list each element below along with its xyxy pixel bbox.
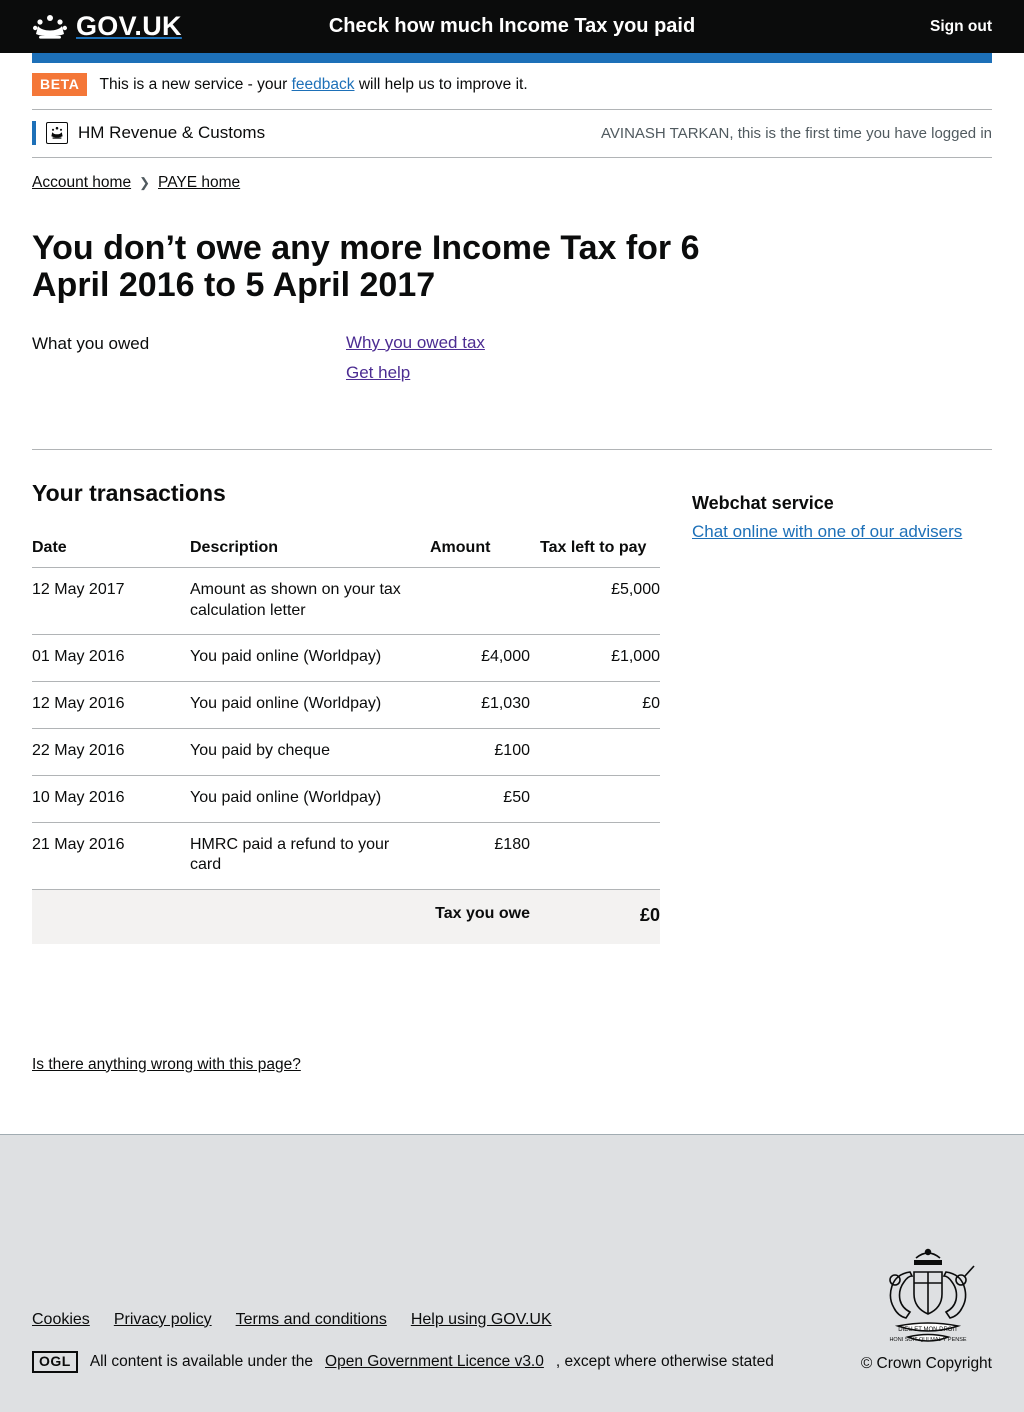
summary-links-row	[32, 333, 992, 393]
cell-description: Amount as shown on your tax calculation letter	[190, 567, 430, 635]
table-head	[32, 531, 660, 568]
breadcrumb	[32, 158, 992, 192]
breadcrumb-item-account-home[interactable]: Account home	[32, 174, 132, 191]
cell-amount: £180	[430, 822, 540, 890]
total-value: £0	[540, 890, 660, 944]
cell-date: 21 May 2016	[32, 822, 190, 890]
phase-text-after: will help us to improve it.	[358, 75, 528, 93]
footer-link-terms-and-conditions[interactable]: Terms and conditions	[235, 1310, 387, 1328]
hmrc-branding	[32, 121, 265, 145]
cell-tax-left: £0	[540, 682, 660, 729]
svg-text:DIEU ET MON DROIT: DIEU ET MON DROIT	[898, 1326, 958, 1333]
user-greeting: AVINASH TARKAN, this is the first time you have logged in	[601, 124, 992, 142]
cell-tax-left	[540, 822, 660, 890]
cell-tax-left: £1,000	[540, 635, 660, 682]
licence-text-before: All content is available under the	[89, 1352, 314, 1370]
site-header	[0, 0, 1024, 53]
main-content	[32, 158, 992, 1074]
cell-tax-left	[540, 728, 660, 775]
total-label: Tax you owe	[430, 890, 540, 944]
table-body	[32, 567, 660, 943]
beta-tag: BETA	[32, 73, 87, 96]
footer-inner	[32, 1171, 992, 1373]
total-spacer-1	[32, 890, 190, 944]
govuk-logo-link[interactable]	[32, 13, 182, 41]
report-problem-link[interactable]: Is there anything wrong with this page?	[32, 1055, 301, 1073]
cell-amount: £1,030	[430, 682, 540, 729]
phase-banner	[32, 63, 992, 110]
cell-date: 12 May 2017	[32, 567, 190, 635]
column-header-tax-left-to-pay: Tax left to pay	[540, 531, 660, 568]
crown-copyright: © Crown Copyright	[860, 1354, 992, 1372]
table-row	[32, 567, 660, 635]
ogl-icon: OGL	[32, 1351, 78, 1373]
svg-text:HONI SOIT QUI MAL Y PENSE: HONI SOIT QUI MAL Y PENSE	[889, 1336, 967, 1343]
sign-out-link[interactable]: Sign out	[930, 17, 992, 35]
table-row	[32, 682, 660, 729]
hmrc-bar	[32, 110, 992, 158]
cell-date: 12 May 2016	[32, 682, 190, 729]
licence-text-after: , except where otherwise stated	[555, 1352, 774, 1370]
cell-description: HMRC paid a refund to your card	[190, 822, 430, 890]
cell-description: You paid online (Worldpay)	[190, 775, 430, 822]
chevron-right-icon: ❯	[139, 175, 150, 190]
hmrc-org-name: HM Revenue & Customs	[78, 123, 266, 142]
cell-amount: £50	[430, 775, 540, 822]
footer-links	[32, 1311, 774, 1329]
cell-tax-left: £5,000	[540, 567, 660, 635]
site-footer	[0, 1134, 1024, 1412]
transactions-table	[32, 531, 660, 944]
footer-link-cookies[interactable]: Cookies	[32, 1310, 90, 1328]
feedback-link[interactable]: feedback	[291, 75, 355, 93]
phase-text-before: This is a new service - your	[99, 75, 288, 93]
crown-icon	[32, 13, 68, 41]
page-title: You don’t owe any more Income Tax for 6 April 2016 to 5 April 2017	[32, 229, 700, 305]
cell-description: You paid online (Worldpay)	[190, 635, 430, 682]
cell-tax-left	[540, 775, 660, 822]
open-government-licence-link[interactable]: Open Government Licence v3.0	[325, 1352, 544, 1370]
footer-link-privacy-policy[interactable]: Privacy policy	[113, 1310, 212, 1328]
table-row	[32, 728, 660, 775]
service-name: Check how much Income Tax you paid	[328, 15, 696, 37]
column-header-description: Description	[190, 531, 430, 568]
hmrc-crest-icon	[46, 122, 68, 144]
transactions-heading: Your transactions	[32, 479, 226, 506]
section-divider	[32, 449, 992, 450]
cell-amount: £100	[430, 728, 540, 775]
table-row	[32, 822, 660, 890]
webchat-link[interactable]: Chat online with one of our advisers	[692, 521, 963, 541]
footer-left	[32, 1171, 774, 1373]
cell-date: 01 May 2016	[32, 635, 190, 682]
what-you-owed-label: What you owed	[32, 333, 150, 353]
header-blue-rule	[32, 53, 992, 63]
sidebar	[692, 480, 992, 1074]
hmrc-blue-rule-icon	[32, 121, 36, 145]
transactions-column	[32, 480, 660, 1074]
licence-row	[32, 1351, 774, 1373]
cell-date: 10 May 2016	[32, 775, 190, 822]
phase-banner-text	[99, 76, 527, 94]
column-header-date: Date	[32, 531, 190, 568]
cell-date: 22 May 2016	[32, 728, 190, 775]
table-header-row	[32, 531, 660, 568]
govuk-wordmark: GOV.UK	[76, 11, 182, 41]
footer-link-help-using-govuk[interactable]: Help using GOV.UK	[410, 1310, 552, 1328]
table-total-row	[32, 890, 660, 944]
cell-amount	[430, 567, 540, 635]
footer-right	[861, 1242, 992, 1373]
cell-description: You paid online (Worldpay)	[190, 682, 430, 729]
webchat-heading: Webchat service	[692, 492, 834, 513]
total-spacer-2	[190, 890, 430, 944]
cell-amount: £4,000	[430, 635, 540, 682]
column-header-amount: Amount	[430, 531, 540, 568]
cell-description: You paid by cheque	[190, 728, 430, 775]
content-columns	[32, 480, 992, 1074]
table-row	[32, 635, 660, 682]
royal-coat-of-arms-icon	[864, 1326, 992, 1354]
get-help-link[interactable]: Get help	[346, 362, 411, 382]
why-you-owed-tax-link[interactable]: Why you owed tax	[346, 332, 485, 352]
summary-links	[346, 333, 485, 393]
breadcrumb-item-paye-home[interactable]: PAYE home	[158, 174, 241, 191]
table-row	[32, 775, 660, 822]
